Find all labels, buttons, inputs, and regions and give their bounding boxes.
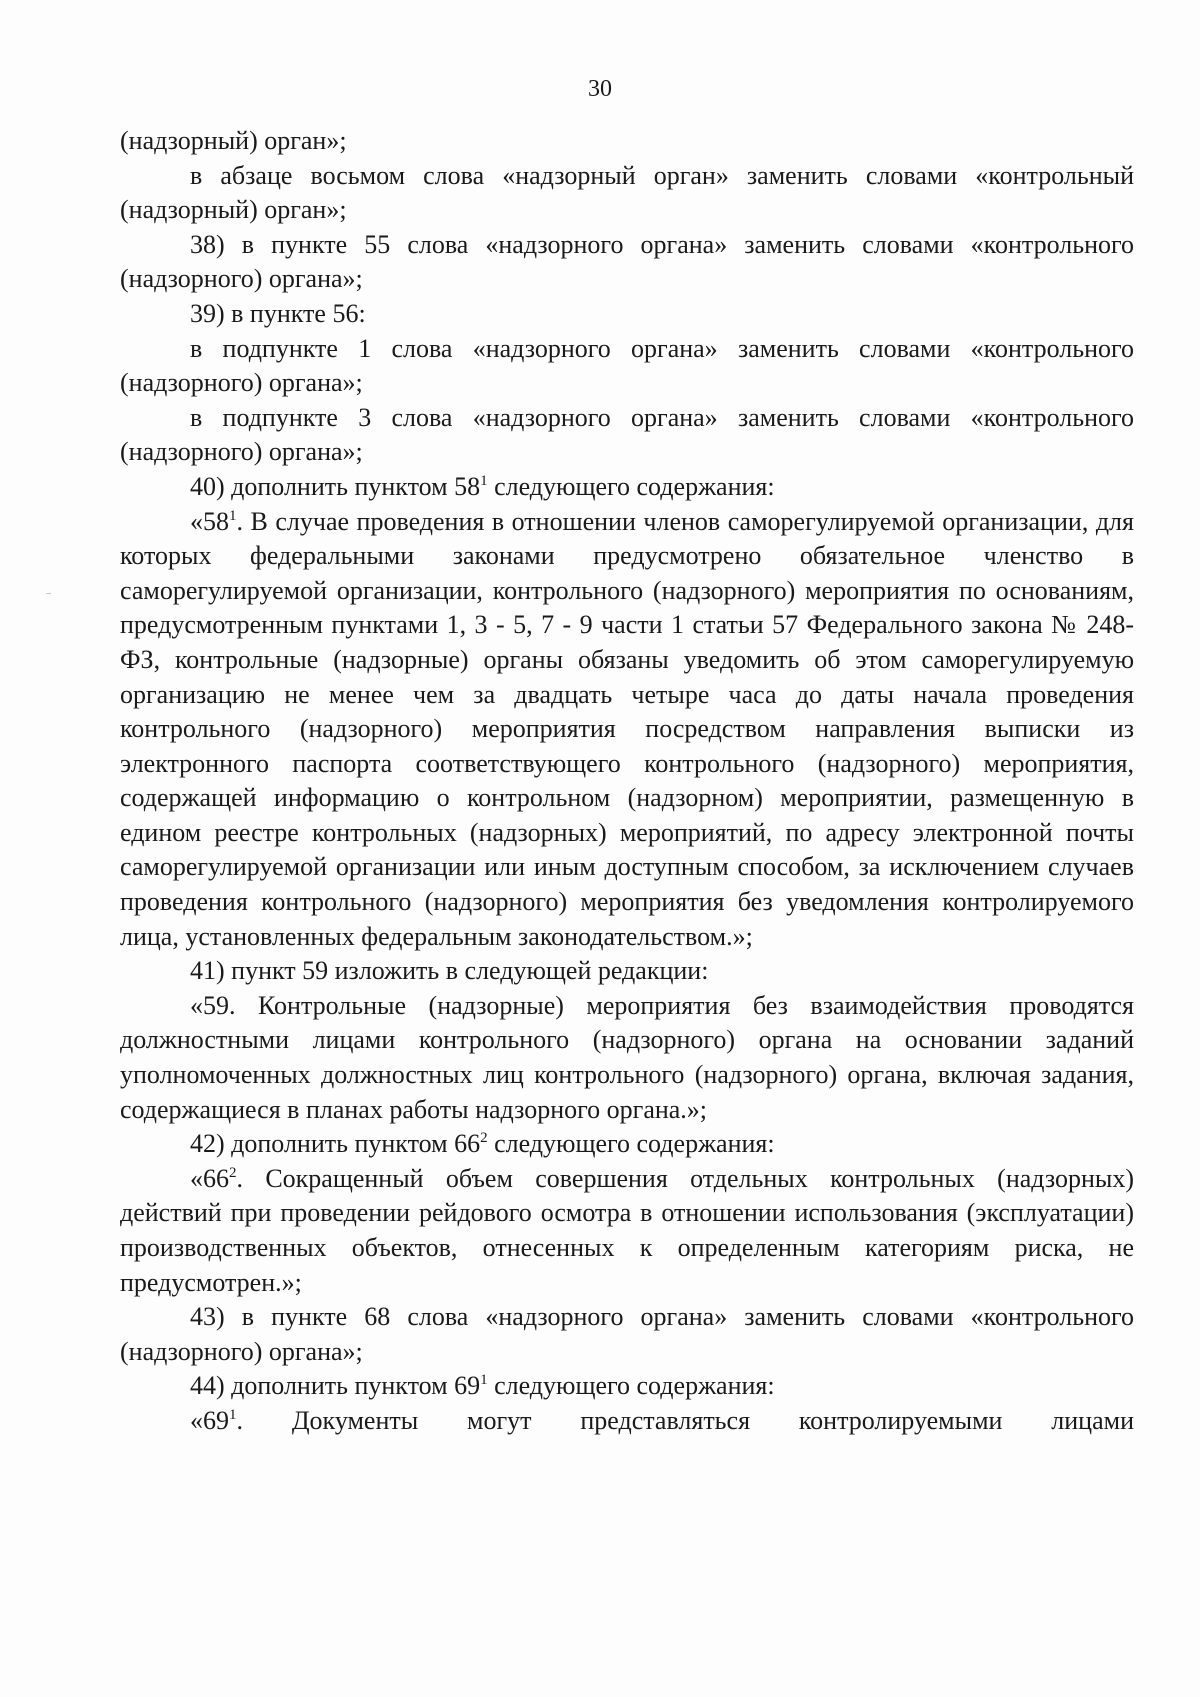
superscript: 1 xyxy=(229,1406,237,1423)
paragraph: 43) в пункте 68 слова «надзорного органа» заменить словами «контрольного (надзорного) органа»; xyxy=(120,1302,1134,1366)
paragraph: в абзаце восьмом слова «надзорный орган» заменить словами «контрольный (надзорный) орган»; xyxy=(120,160,1134,225)
paragraph: 39) в пункте 56: xyxy=(190,298,366,328)
paragraph: 42) дополнить пунктом $66^2$ следующего содержания: xyxy=(190,1129,775,1159)
paragraph: «$58^1$. В случае проведения в отношении членов саморегулируемой организации, для которых федеральными законами предусмотрено обязательное членство в саморегулируемой организации, контрольного (надзорного) мероприятия по основаниям, предусмотренным пунктами 1, 3 - 5, 7 - 9 части 1 статьи 57 Федерального закона № 248-ФЗ, контрольные (надзорные) органы обязаны уведомить об этом саморегулируемую организацию не менее чем за двадцать четыре часа до даты начала проведения контрольного (надзорного) мероприятия посредством направления выписки из электронного паспорта соответствующего контрольного (надзорного) мероприятия, содержащей информацию о контрольном (надзорном) мероприятии, размещенную в едином реестре контрольных (надзорных) мероприятий, по адресу электронной почты саморегулируемой организации или иным доступным способом, за исключением случаев проведения контрольного (надзорного) мероприятия без уведомления контролируемого лица, установленных федеральным законодательством.»; xyxy=(120,506,1134,951)
page-number: 30 xyxy=(588,76,612,102)
paragraph: (надзорный) орган»; xyxy=(120,126,347,155)
paragraph: «$69^1$. Документы могут представляться контролируемыми лицами xyxy=(190,1405,1134,1435)
paragraph: в подпункте 3 слова «надзорного органа» заменить словами «контрольного (надзорного) органа»; xyxy=(120,402,1134,467)
document-body xyxy=(120,124,1134,1439)
paragraph: 41) пункт 59 изложить в следующей редакции: xyxy=(190,956,709,986)
scan-speck xyxy=(46,593,51,594)
paragraph: «59. Контрольные (надзорные) мероприятия без взаимодействия проводятся должностными лицами контрольного (надзорного) органа на основании заданий уполномоченных должностных лиц контрольного (надзорного) органа, включая задания, содержащиеся в планах работы надзорного органа.»; xyxy=(120,990,1134,1124)
superscript: 2 xyxy=(480,1130,488,1147)
superscript: 1 xyxy=(229,507,237,524)
superscript: 2 xyxy=(229,1164,237,1181)
superscript: 1 xyxy=(480,1372,488,1389)
paragraph: в подпункте 1 слова «надзорного органа» заменить словами «контрольного (надзорного) органа»; xyxy=(120,333,1134,398)
paragraph: 38) в пункте 55 слова «надзорного органа» заменить словами «контрольного (надзорного) органа»; xyxy=(120,229,1134,294)
paragraph: «$66^2$. Сокращенный объем совершения отдельных контрольных (надзорных) действий при проведении рейдового осмотра в отношении использования (эксплуатации) производственных объектов, отнесенных к определенным категориям риска, не предусмотрен.»; xyxy=(120,1163,1134,1297)
superscript: 1 xyxy=(480,472,488,489)
paragraph: 40) дополнить пунктом $58^1$ следующего содержания: xyxy=(190,471,775,501)
paragraph: 44) дополнить пунктом $69^1$ следующего содержания: xyxy=(190,1371,775,1401)
